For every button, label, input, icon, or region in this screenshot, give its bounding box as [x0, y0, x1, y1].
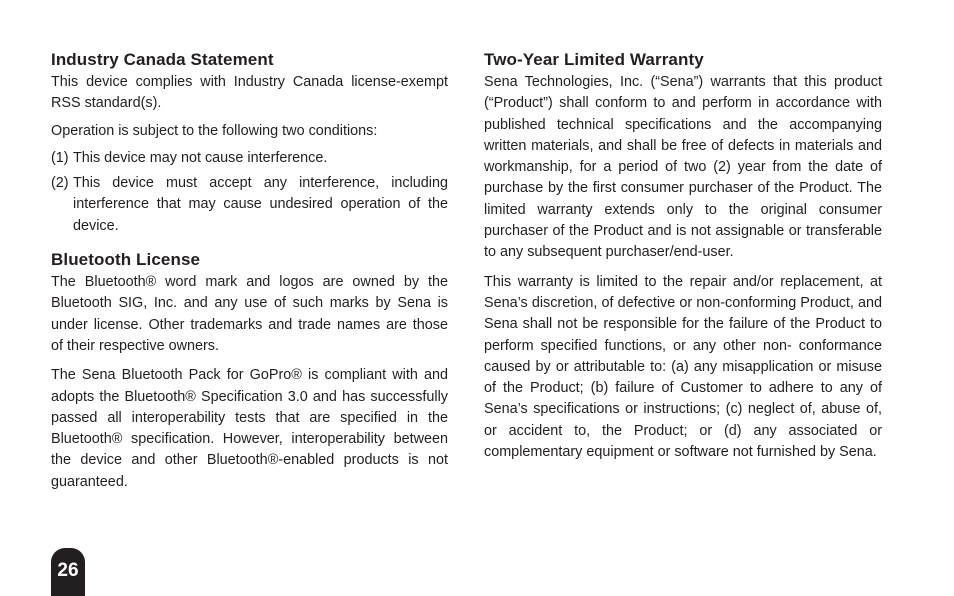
condition-text: This device may not cause interference. — [73, 149, 328, 166]
warranty-heading: Two-Year Limited Warranty — [484, 50, 704, 69]
condition-number: (2) — [51, 175, 69, 192]
bluetooth-license-heading: Bluetooth License — [51, 250, 201, 270]
right-column — [484, 49, 882, 463]
warranty-paragraph-1: Sena Technologies, Inc. (“Sena”) warrants that this product (“Product”) shall conform to and perform in accordance with published technical specifications and the accompanying written materials, and shall be free of defects in materials and workmanship, for a period of two (2) year from the date of purchase by the first consumer purchaser of the Product. The limited warranty extends only to the original consumer purchaser of the Product and is not assignable or transferable to any subsequent purchaser/end-user. — [484, 74, 882, 261]
condition-text: This device must accept any interference, including interference that may cause undesired operation of the device. — [73, 175, 448, 234]
bluetooth-license-paragraph-1: The Bluetooth® word mark and logos are owned by the Bluetooth SIG, Inc. and any use of such marks by Sena is under license. Other trademarks and trade names are those of their respective owners. — [51, 274, 448, 354]
condition-number: (1) — [51, 149, 69, 166]
condition-item — [51, 148, 448, 169]
warranty-paragraph-2: This warranty is limited to the repair and/or replacement, at Sena’s discretion, of defective or non-conforming Product, and Sena shall not be responsible for the failure of the Product to perform specified functions, or any other non- conformance caused by or attributable to: (a) any misapplication or misuse of the Product; (b) failure of Customer to adhere to any of Sena’s specifications or instructions; (c) neglect of, abuse of, or accident to, the Product; or (d) any associated or complementary equipment or software not furnished by Sena. — [484, 273, 882, 461]
industry-canada-paragraph-2: Operation is subject to the following two conditions: — [51, 122, 378, 139]
industry-canada-paragraph-1: This device complies with Industry Canada license-exempt RSS standard(s). — [51, 74, 448, 112]
condition-item — [51, 173, 448, 237]
page-number: 26 — [57, 560, 79, 581]
industry-canada-heading: Industry Canada Statement — [51, 50, 274, 69]
page-number-tab — [51, 548, 85, 596]
bluetooth-license-paragraph-2: The Sena Bluetooth Pack for GoPro® is compliant with and adopts the Bluetooth® Specification 3.0 and has successfully passed all interoperability tests that are specified in the Bluetooth® specification. However, interoperability between the device and other Bluetooth®-enabled products is not guaranteed. — [51, 367, 448, 490]
left-column — [51, 49, 448, 493]
